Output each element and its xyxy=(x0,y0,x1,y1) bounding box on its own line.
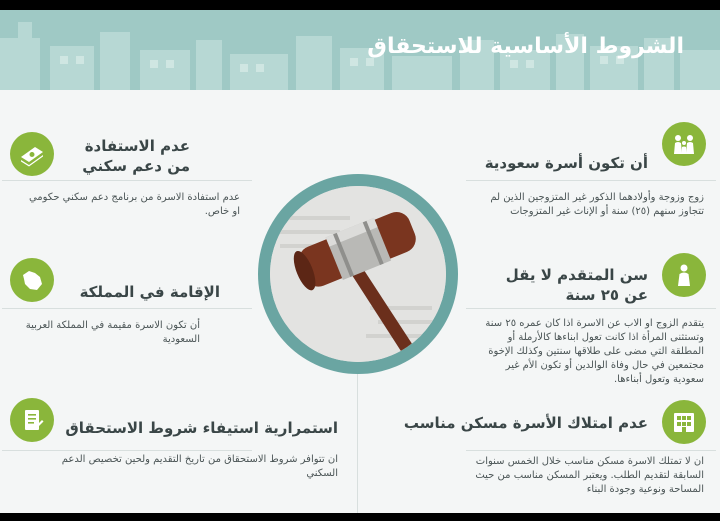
heading-applicant-age: سن المتقدم لا يقل عن ٢٥ سنة xyxy=(505,266,648,304)
divider-line xyxy=(2,180,252,181)
divider-line xyxy=(2,450,252,451)
body-continuity: ان تتوافر شروط الاستحقاق من تاريخ التقديم ولحين تخصيص الدعم السكني xyxy=(61,454,338,479)
person-icon xyxy=(662,253,706,297)
gavel-illustration xyxy=(258,174,458,374)
map-icon xyxy=(10,258,54,302)
heading-continuity: استمرارية استيفاء شروط الاستحقاق xyxy=(65,419,338,437)
divider-line xyxy=(466,308,716,309)
divider-line xyxy=(466,180,716,181)
heading-no-adequate-housing: عدم امتلاك الأسرة مسكن مناسب xyxy=(403,414,648,432)
header-banner xyxy=(0,10,720,90)
body-no-prior-support: عدم استفادة الاسرة من برنامج دعم سكني حكومي او خاص. xyxy=(28,192,240,217)
body-residence-kingdom: أن تكون الاسرة مقيمة في المملكة العربية السعودية xyxy=(25,320,200,345)
family-icon xyxy=(662,122,706,166)
divider-line xyxy=(357,374,358,513)
body-applicant-age: يتقدم الزوج او الاب عن الاسرة اذا كان عمره ٢٥ سنة وتستثنى المرأة اذا كانت تعول ابناءها كالأرملة أو المطلقة التي مضى على طلاقها سنتين وكذلك الإخوة مجتمعين في حال وفاة الوالدين أو تكون الأم غير سعودية وتعول أبناءها. xyxy=(485,318,704,385)
heading-no-prior-support: عدم الاستفادة من دعم سكني xyxy=(82,137,190,175)
divider-line xyxy=(466,450,716,451)
body-no-adequate-housing: ان لا تمتلك الاسرة مسكن مناسب خلال الخمس سنوات السابقة لتقديم الطلب. ويعتبر المسكن مناسب من حيث المساحة ونوعية وجودة البناء xyxy=(475,456,704,495)
money-icon xyxy=(10,132,54,176)
gavel-icon xyxy=(270,186,446,362)
divider-line xyxy=(2,308,252,309)
heading-residence-kingdom: الإقامة في المملكة xyxy=(79,283,220,301)
document-icon xyxy=(10,398,54,442)
building-icon xyxy=(662,400,706,444)
page-title: الشروط الأساسية للاستحقاق xyxy=(367,34,684,59)
heading-saudi-family: أن تكون أسرة سعودية xyxy=(484,154,648,172)
body-saudi-family: زوج وزوجة وأولادهما الذكور غير المتزوجين الذين لم تتجاوز سنهم (٢٥) سنة أو الإناث غير المتزوجات xyxy=(490,192,704,217)
infographic xyxy=(0,10,720,513)
